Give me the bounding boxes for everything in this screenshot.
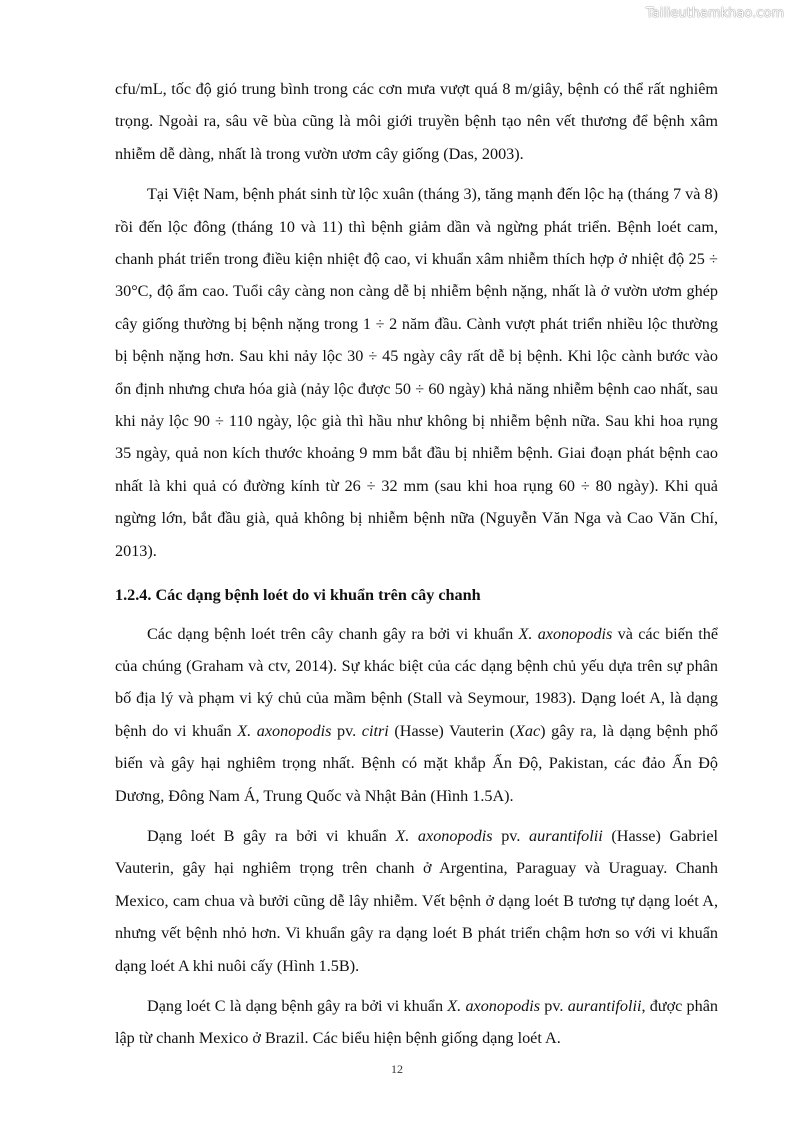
text: Dạng loét C là dạng bệnh gây ra bởi vi khuẩn (147, 996, 448, 1015)
species-name: X. axonopodis (237, 721, 332, 740)
document-page (115, 73, 718, 1055)
text: (Hasse) Gabriel Vauterin, gây hại nghiêm trọng trên chanh ở Argentina, Paraguay và Uraguay. Chanh Mexico, cam chua và bưởi cũng dễ lây nhiễm. Vết bệnh ở dạng loét B tương tự dạng loét A, nhưng vết bệnh nhỏ hơn. Vi khuẩn gây ra dạng loét B phát triển chậm hơn so với vi khuẩn dạng loét A khi nuôi cấy (Hình 1.5B). (115, 826, 719, 975)
pathovar-name: citri (361, 721, 389, 740)
text: pv. (540, 996, 568, 1015)
section-heading: 1.2.4. Các dạng bệnh loét do vi khuẩn trên cây chanh (115, 586, 481, 605)
paragraph-3 (115, 618, 718, 812)
text: (Hasse) Vauterin ( (388, 721, 515, 740)
watermark: Tailieuthamkhao.com (645, 6, 784, 21)
text: Dạng loét B gây ra bởi vi khuẩn (147, 826, 396, 845)
page-number: 12 (391, 1062, 403, 1076)
pathovar-name: aurantifolii (567, 996, 642, 1015)
species-name: X. axonopodis (395, 826, 493, 845)
text: ) gây ra, là dạng bệnh phổ biến và gây hại nghiêm trọng nhất. Bệnh có mặt khắp Ấn Độ, Pakistan, các đảo Ấn Độ Dương, Đông Nam Á, Trung Quốc và Nhật Bản (Hình 1.5A). (115, 721, 719, 805)
pathovar-name: aurantifolii (529, 826, 603, 845)
species-name: X. axonopodis (447, 996, 541, 1015)
text: và các biến thể của chúng (Graham và ctv, 2014). Sự khác biệt của các dạng bệnh chủ yếu dựa trên sự phân bố địa lý và phạm vi ký chủ của mầm bệnh (Stall và Seymour, 1983). Dạng loét A, là dạng bệnh do vi khuẩn (115, 624, 719, 740)
paragraph-1: cfu/mL, tốc độ gió trung bình trong các cơn mưa vượt quá 8 m/giây, bệnh có thể rất nghiêm trọng. Ngoài ra, sâu vẽ bùa cũng là môi giới truyền bệnh tạo nên vết thương để bệnh xâm nhiễm dễ dàng, nhất là trong vườn ươm cây giống (Das, 2003). (115, 80, 718, 163)
species-name: X. axonopodis (518, 624, 613, 643)
paragraph-5 (115, 990, 718, 1055)
abbreviation: Xac (514, 721, 541, 740)
text: , được phân lập từ chanh Mexico ở Brazil. Các biểu hiện bệnh giống dạng loét A. (115, 996, 718, 1048)
text: pv. (492, 826, 530, 845)
paragraph-4 (115, 820, 718, 982)
paragraph-2: Tại Việt Nam, bệnh phát sinh từ lộc xuân (tháng 3), tăng mạnh đến lộc hạ (tháng 7 và 8) rồi đến lộc đông (tháng 10 và 11) thì bệnh giảm dần và ngừng phát triển. Bệnh loét cam, chanh phát triển trong điều kiện nhiệt độ cao, vi khuẩn xâm nhiễm thích hợp ở nhiệt độ 25 ÷ 30°C, độ ẩm cao. Tuổi cây càng non càng dễ bị nhiễm bệnh nặng, nhất là ở vườn ươm ghép cây giống thường bị bệnh nặng trong 1 ÷ 2 năm đầu. Cành vượt phát triển nhiều lộc thường bị bệnh nặng hơn. Sau khi nảy lộc 30 ÷ 45 ngày cây rất dễ bị bệnh. Khi lộc cành bước vào ổn định nhưng chưa hóa già (nảy lộc được 50 ÷ 60 ngày) khả năng nhiễm bệnh cao nhất, sau khi nảy lộc 90 ÷ 110 ngày, lộc già thì hầu như không bị nhiễm bệnh nữa. Sau khi hoa rụng 35 ngày, quả non kích thước khoảng 9 mm bắt đầu bị nhiễm bệnh. Giai đoạn phát bệnh cao nhất là khi quả có đường kính từ 26 ÷ 32 mm (sau khi hoa rụng 60 ÷ 80 ngày). Khi quả ngừng lớn, bắt đầu già, quả không bị nhiễm bệnh nữa (Nguyễn Văn Nga và Cao Văn Chí, 2013). (115, 185, 718, 560)
text: Các dạng bệnh loét trên cây chanh gây ra bởi vi khuẩn (147, 624, 519, 643)
text: pv. (331, 721, 362, 740)
